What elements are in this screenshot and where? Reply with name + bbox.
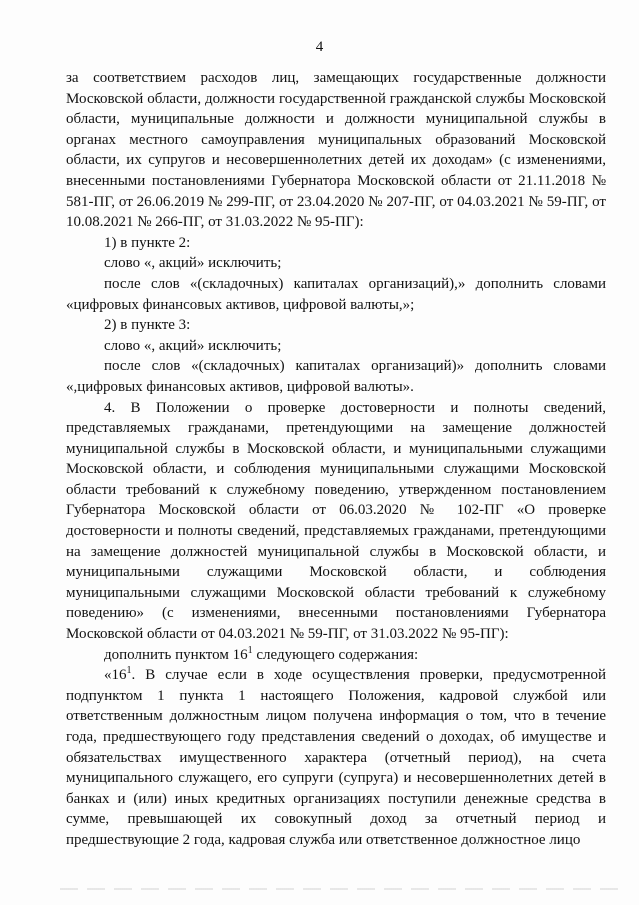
paragraph-1: за соответствием расходов лиц, замещающих государственные должности Московской области, должности государственной гражданской службы Московской области, муниципальные должности и должности муниципальной службы в органах местного самоуправления муниципальных образований Московской области, их супругов и несовершеннолетних детей их доходам» (с изменениями, внесенными постановлениями Губернатора Московской области от 21.11.2018 № 581-ПГ, от 26.06.2019 № 299-ПГ, от 23.04.2020 № 207-ПГ, от 04.03.2021 № 59-ПГ, от 10.08.2021 № 266-ПГ, от 31.03.2022 № 95-ПГ):: [66, 70, 606, 231]
paragraph-9-text-a: дополнить пунктом 16: [104, 646, 248, 663]
paragraph-3: слово «, акций» исключить;: [104, 255, 282, 272]
document-body: [66, 68, 606, 851]
scan-artifact-line: [60, 888, 620, 890]
paragraph-7: после слов «(складочных) капиталах организаций)» дополнить словами «,цифровых финансовых активов, цифровой валюты».: [66, 358, 606, 395]
paragraph-10-text-a: «16: [104, 667, 127, 684]
paragraph-10-superscript: 1: [126, 665, 132, 677]
paragraph-2: 1) в пункте 2:: [104, 234, 191, 251]
paragraph-5: 2) в пункте 3:: [104, 317, 191, 334]
paragraph-8: 4. В Положении о проверке достоверности и полноты сведений, представляемых гражданами, претендующими на замещение должностей муниципальной службы в Московской области, и муниципальными служащими Московской области, и соблюдения муниципальными служащими Московской области требований к служебному поведению, утвержденном постановлением Губернатора Московской области от 06.03.2020 № 102-ПГ «О проверке достоверности и полноты сведений, представляемых гражданами, претендующими на замещение должностей муниципальной службы в Московской области, и муниципальными служащими Московской области, и соблюдения муниципальными служащими Московской области требований к служебному поведению» (с изменениями, внесенными постановлениями Губернатора Московской области от 04.03.2021 № 59-ПГ, от 31.03.2022 № 95-ПГ):: [66, 399, 606, 643]
paragraph-9-text-b: следующего содержания:: [252, 646, 419, 663]
paragraph-9-superscript: 1: [247, 644, 253, 656]
paragraph-6: слово «, акций» исключить;: [104, 337, 282, 354]
paragraph-9: [66, 645, 606, 666]
paragraph-4: после слов «(складочных) капиталах организаций),» дополнить словами «цифровых финансовых активов, цифровой валюты,»;: [66, 275, 606, 313]
page-number: 4: [315, 39, 324, 55]
paragraph-10: [66, 665, 606, 850]
paragraph-10-text-b: . В случае если в ходе осуществления проверки, предусмотренной подпунктом 1 пункта 1 настоящего Положения, кадровой службой или ответственным должностным лицом получена информация о том, что в течение года, предшествующего году представления сведений о доходах, об имуществе и обязательствах имущественного характера (отчетный период), на счета муниципального служащего, его супруги (супруга) и несовершеннолетних детей в банках и (или) иных кредитных организациях поступили денежные средства в сумме, превышающей их совокупный доход за отчетный период и предшествующие 2 года, кадровая служба или ответственное должностное лицо: [66, 667, 606, 848]
